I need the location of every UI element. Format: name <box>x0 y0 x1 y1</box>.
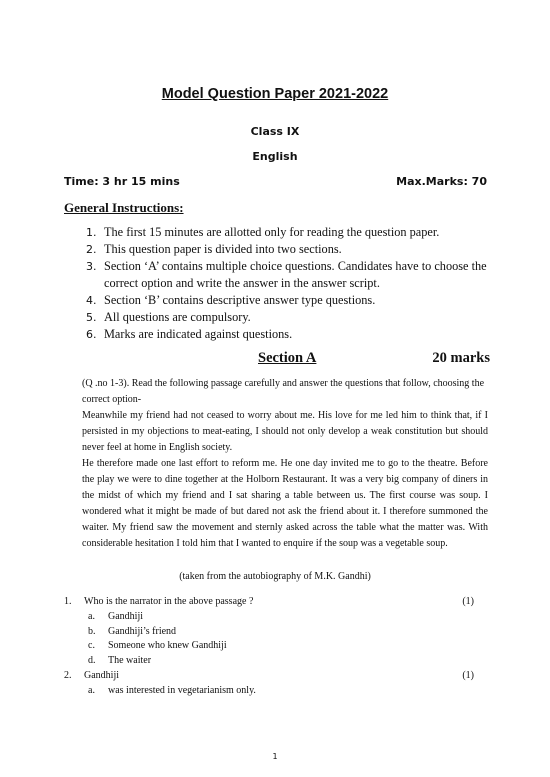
option-item <box>64 684 474 699</box>
option-text: was interested in vegetarianism only. <box>108 684 256 696</box>
passage-paragraph: He therefore made one last effort to reform me. He one day invited me to go to the theatre. Before the play we were to dine together at the Holborn Restaurant. It was a very big company of diners in the midst of which my friend and I sat sharing a table between us. The first course was soup. I wondered what it might be made of but dared not ask the friend about it. I therefore summoned the waiter. My friend saw the movement and sternly asked across the table what the matter was. With considerable hesitation I told him that I wanted to enquire if the soup was a vegetable soup. <box>82 458 488 549</box>
question-text: Gandhiji <box>84 669 119 681</box>
option-letter: d. <box>88 655 96 667</box>
question-number: 1. <box>64 596 72 607</box>
time-label: Time: 3 hr 15 mins <box>64 175 180 188</box>
instruction-text: The first 15 minutes are allotted only for reading the question paper. <box>104 225 440 239</box>
option-letter: a. <box>88 610 95 622</box>
section-marks: 20 marks <box>432 350 490 366</box>
page-number: 1 <box>272 752 278 761</box>
section-title: Section A <box>258 350 317 366</box>
instruction-number: 3. <box>86 260 97 273</box>
question-item <box>64 595 474 610</box>
option-item <box>64 625 474 640</box>
instruction-text: All questions are compulsory. <box>104 310 251 324</box>
question-marks: (1) <box>462 596 474 607</box>
instruction-item <box>64 258 494 292</box>
instruction-text: This question paper is divided into two sections. <box>104 242 342 256</box>
instruction-number: 5. <box>86 311 97 324</box>
instructions-list <box>64 224 494 343</box>
option-item <box>64 610 474 625</box>
instruction-number: 4. <box>86 294 97 307</box>
instruction-item <box>64 309 494 326</box>
instruction-text: Section ‘A’ contains multiple choice questions. Candidates have to choose the correct option and write the answer in the answer script. <box>104 259 487 290</box>
question-number: 2. <box>64 669 72 681</box>
passage-source: (taken from the autobiography of M.K. Gandhi) <box>179 571 371 582</box>
paper-title: Model Question Paper 2021-2022 <box>161 86 389 102</box>
instruction-item <box>64 292 494 309</box>
option-item <box>64 639 474 654</box>
max-marks-label: Max.Marks: 70 <box>396 175 487 188</box>
instruction-item <box>64 326 494 343</box>
subject-label: English <box>252 150 298 163</box>
instruction-number: 6. <box>86 328 97 341</box>
instruction-text: Marks are indicated against questions. <box>104 327 293 341</box>
option-text: Gandhiji’s friend <box>108 625 177 637</box>
instruction-item <box>64 224 494 241</box>
option-letter: a. <box>88 684 95 696</box>
options-list <box>64 610 474 669</box>
question-item <box>64 669 474 684</box>
questions-list <box>64 595 474 699</box>
time-marks-row <box>64 175 487 188</box>
passage-paragraph: Meanwhile my friend had not ceased to worry about me. His love for me led him to think that, if I persisted in my objections to meat-eating, I should not only develop a weak constitution but should never feel at home in English society. <box>82 410 488 453</box>
option-item <box>64 654 474 669</box>
option-letter: c. <box>88 640 95 652</box>
passage-intro: (Q .no 1-3). Read the following passage carefully and answer the questions that follow, choosing the correct option- <box>82 378 485 405</box>
instruction-number: 1. <box>86 226 97 239</box>
instruction-number: 2. <box>86 243 97 256</box>
general-instructions-heading: General Instructions: <box>64 200 184 215</box>
reading-passage <box>82 376 488 552</box>
option-text: Gandhiji <box>108 610 143 622</box>
option-text: The waiter <box>108 655 152 667</box>
instruction-item <box>64 241 494 258</box>
option-text: Someone who knew Gandhiji <box>108 640 227 652</box>
class-label: Class IX <box>250 125 300 138</box>
options-list <box>64 684 474 699</box>
option-letter: b. <box>88 625 96 637</box>
section-a-heading <box>258 350 490 367</box>
question-marks: (1) <box>462 669 474 681</box>
instruction-text: Section ‘B’ contains descriptive answer type questions. <box>104 293 376 307</box>
question-text: Who is the narrator in the above passage ? <box>84 596 254 607</box>
